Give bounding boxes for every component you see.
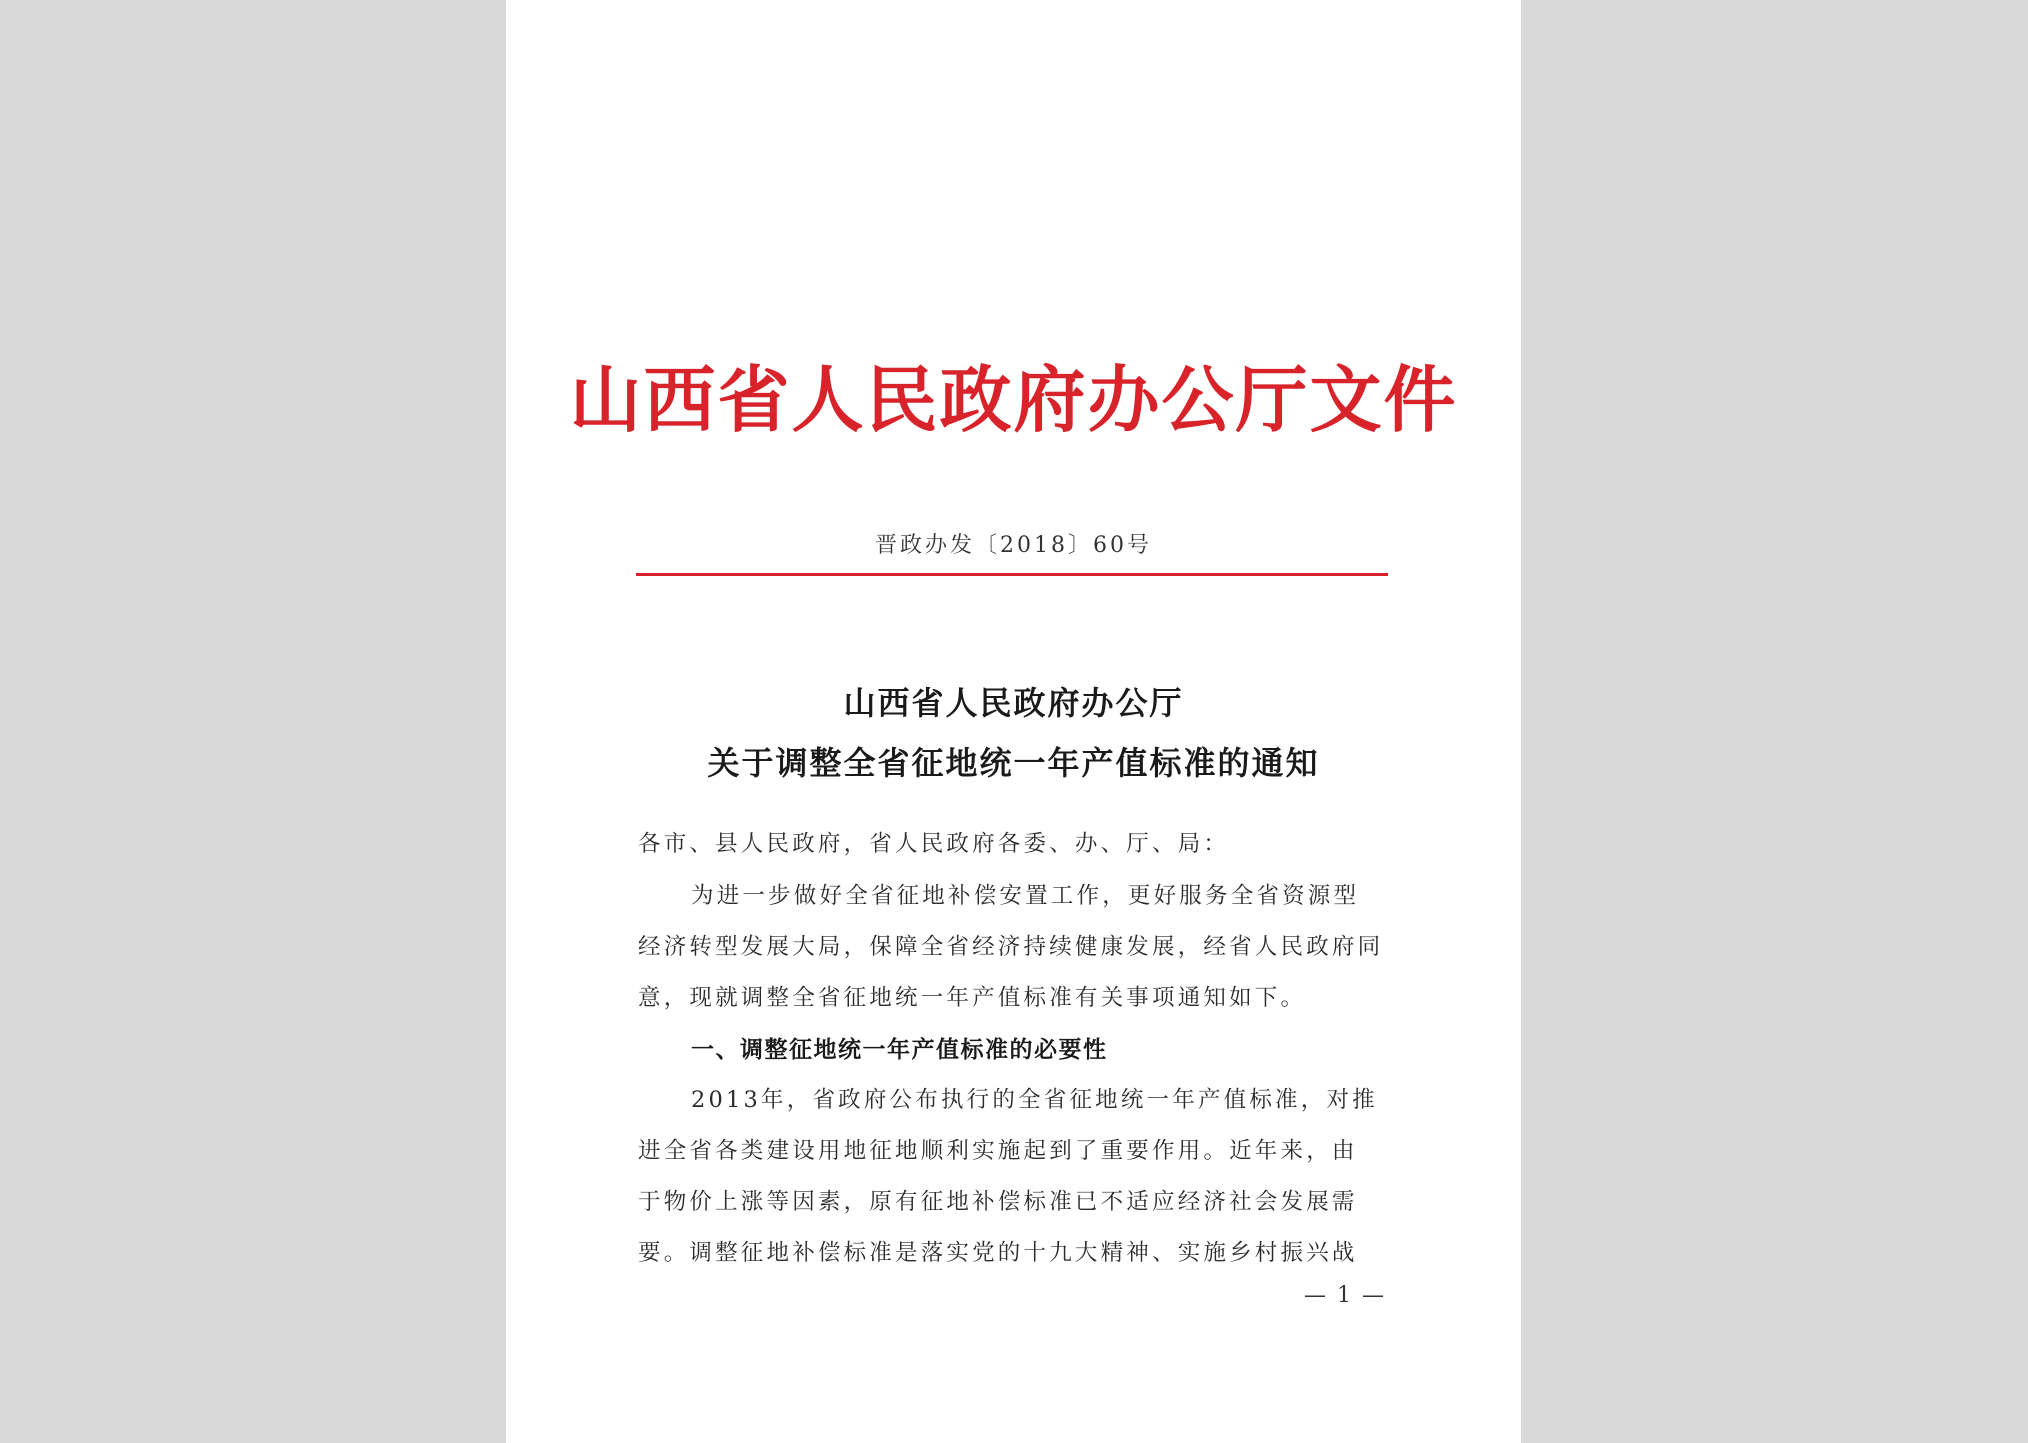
paragraph-1-line-1: 为进一步做好全省征地补偿安置工作，更好服务全省资源型 bbox=[691, 883, 1360, 909]
document-number: 晋政办发〔2018〕60号 bbox=[875, 533, 1152, 558]
paragraph-1-line-2: 经济转型发展大局，保障全省经济持续健康发展，经省人民政府同 bbox=[638, 934, 1384, 960]
paragraph-2-line-4: 要。调整征地补偿标准是落实党的十九大精神、实施乡村振兴战 bbox=[638, 1240, 1358, 1266]
paragraph-2-line-2: 进全省各类建设用地征地顺利实施起到了重要作用。近年来，由 bbox=[638, 1138, 1358, 1164]
salutation: 各市、县人民政府，省人民政府各委、办、厅、局： bbox=[638, 831, 1230, 857]
paragraph-1-line-3: 意，现就调整全省征地统一年产值标准有关事项通知如下。 bbox=[638, 985, 1307, 1011]
masthead-title: 山西省人民政府办公厅文件 bbox=[569, 357, 1458, 442]
section-heading-1: 一、调整征地统一年产值标准的必要性 bbox=[691, 1037, 1108, 1063]
document-page bbox=[506, 0, 1521, 1443]
notice-title-line-1: 山西省人民政府办公厅 bbox=[843, 684, 1184, 722]
notice-title-line-2: 关于调整全省征地统一年产值标准的通知 bbox=[707, 744, 1320, 782]
paragraph-2-line-3: 于物价上涨等因素，原有征地补偿标准已不适应经济社会发展需 bbox=[638, 1189, 1358, 1215]
red-divider bbox=[636, 573, 1388, 576]
page-number: — 1 — bbox=[1304, 1283, 1386, 1308]
paragraph-2-line-1: 2013年，省政府公布执行的全省征地统一年产值标准，对推 bbox=[691, 1087, 1378, 1113]
